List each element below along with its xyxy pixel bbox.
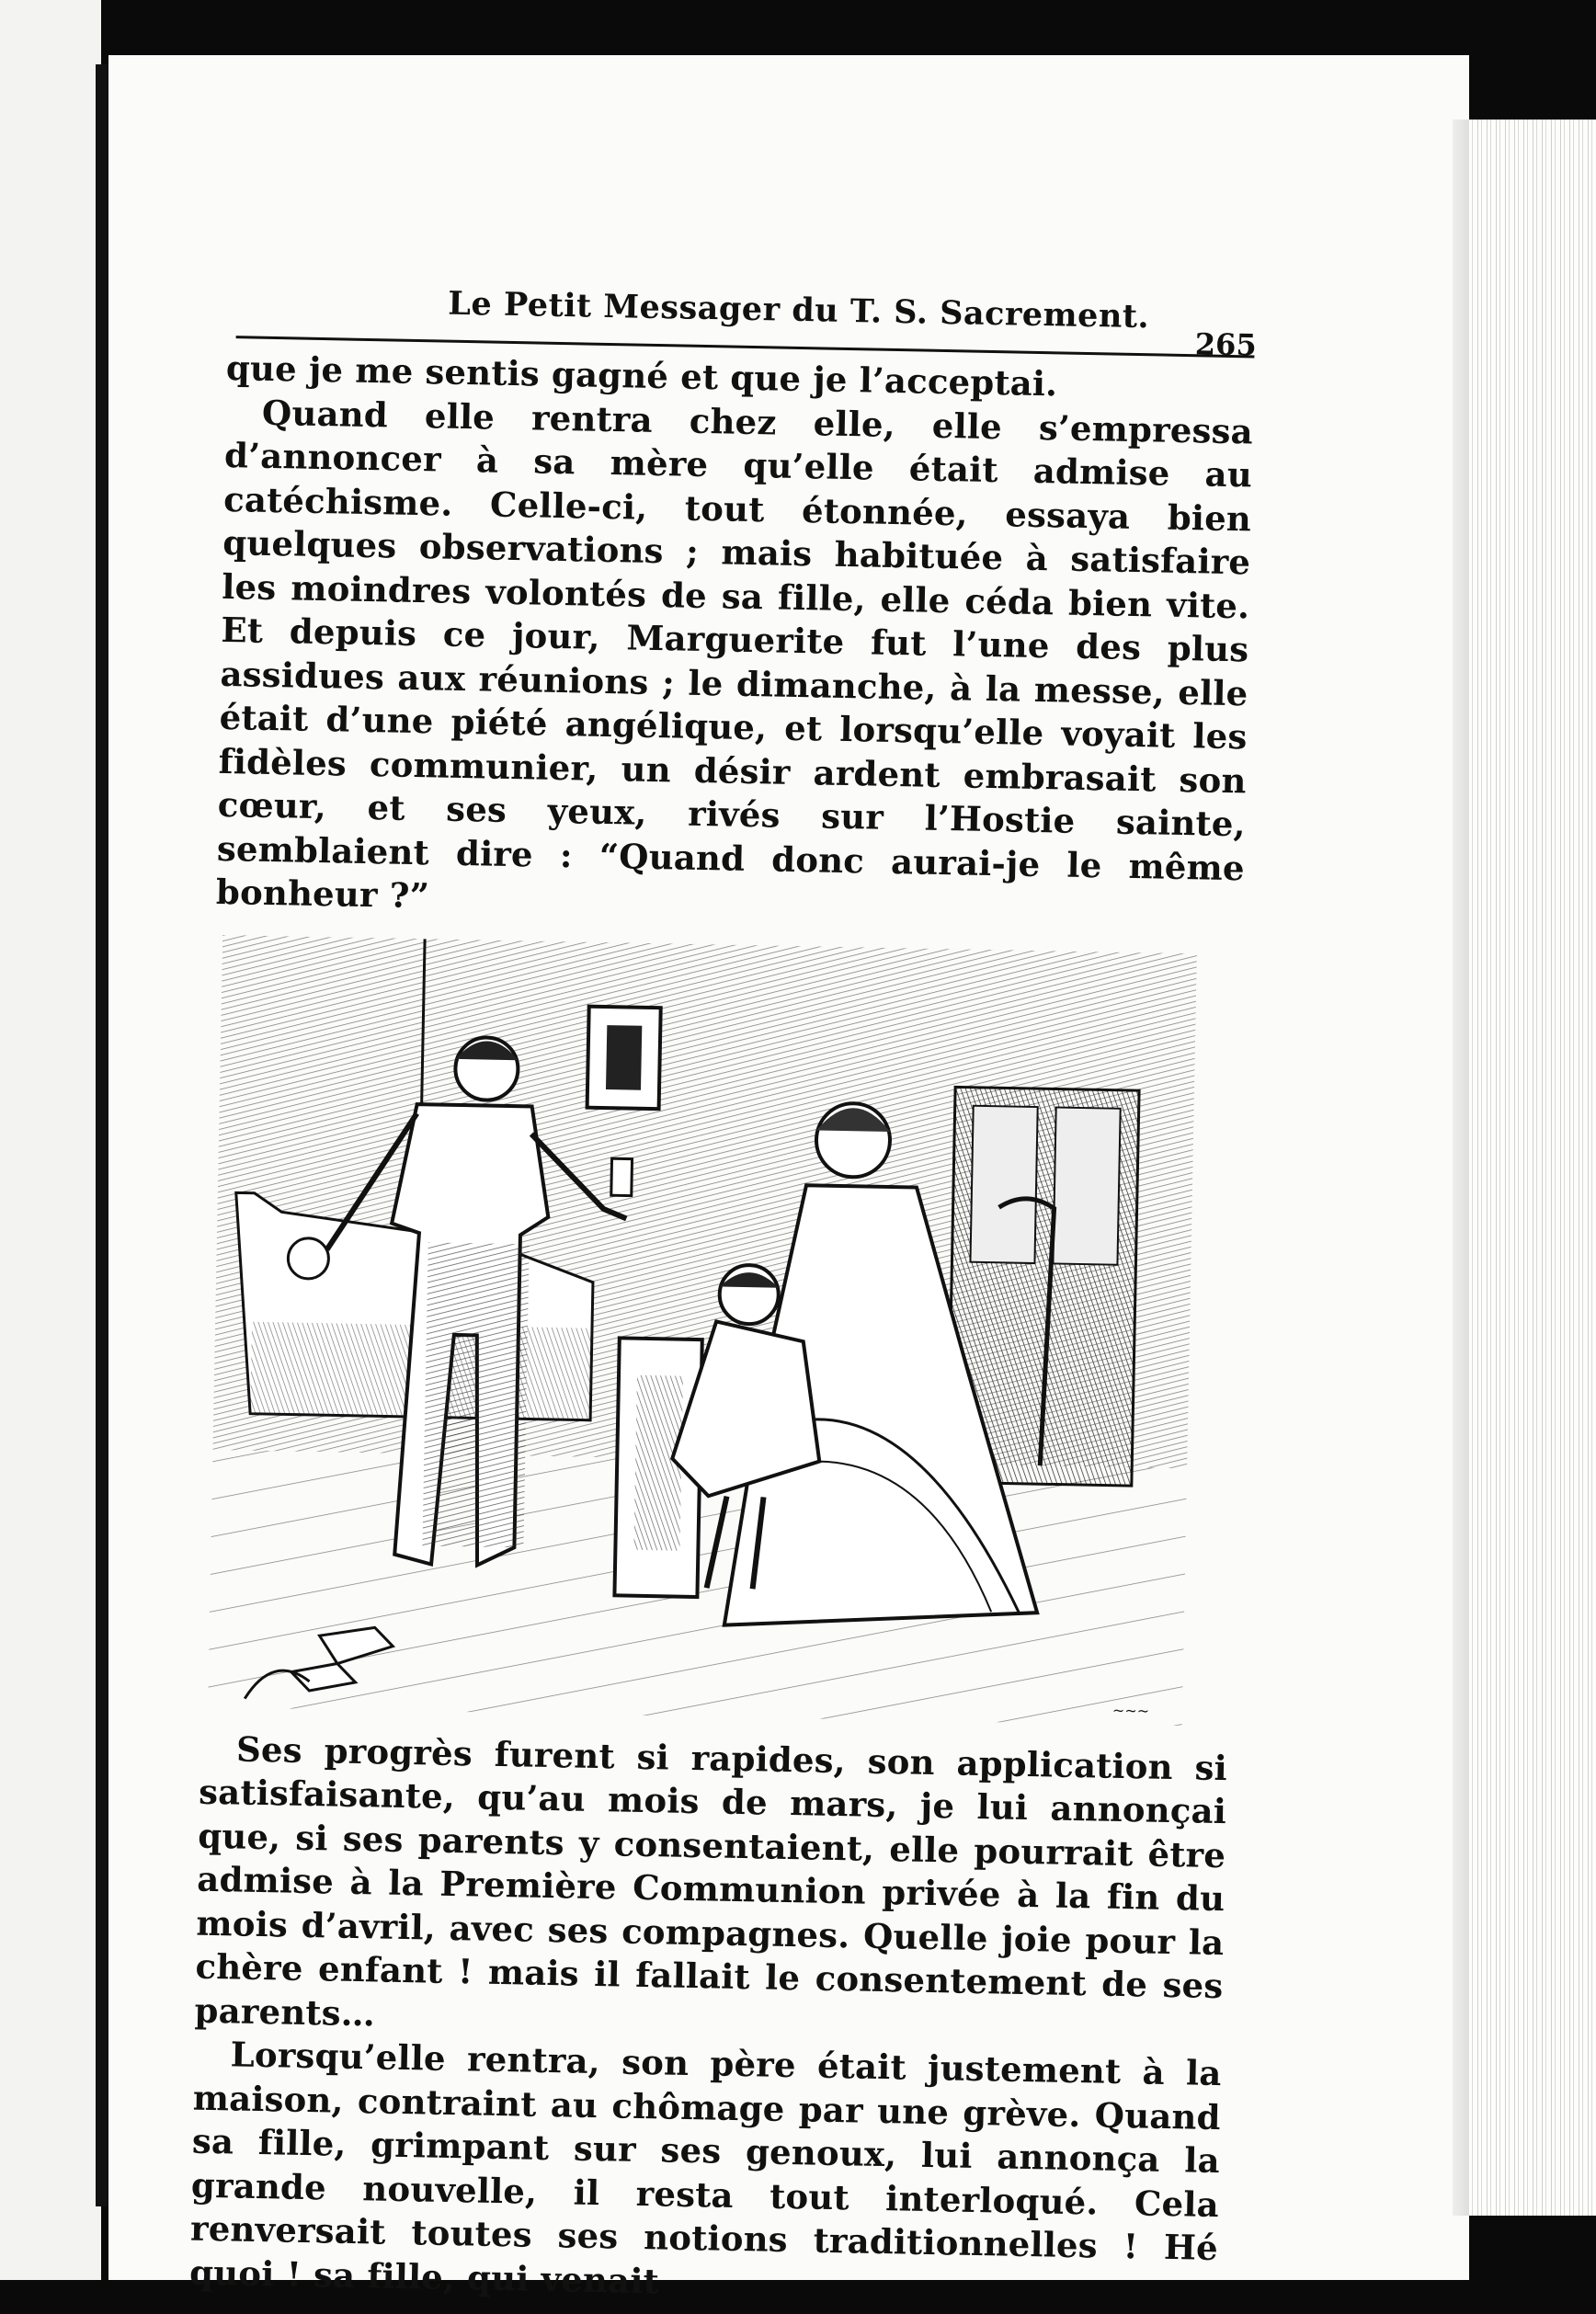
illustration-engraving xyxy=(208,935,1197,1726)
running-title: Le Petit Messager du T. S. Sacrement. xyxy=(447,284,1150,336)
left-page-edge xyxy=(0,0,101,2280)
book-binding xyxy=(96,64,108,2206)
page-stack-edges xyxy=(1469,120,1596,2216)
illustration xyxy=(208,935,1197,1726)
paragraph-father: Lorsqu’elle rentra, son père était justement à la maison, contraint au chômage par une grève. Quand sa fille, grimpant sur ses genoux, lui annonça la grande nouvelle, il resta tout interloqué. Cela renversait toutes ses notions traditionnelles ! Hé quoi ! sa fille, qui venait xyxy=(188,2034,1222,2301)
page-number: 265 xyxy=(1194,326,1258,363)
paragraph-continuation: que je me sentis gagné et que je l’acceptai. xyxy=(225,347,1058,405)
artist-signature: ~~~ xyxy=(1112,1701,1150,1720)
page-stack-shadow xyxy=(1453,120,1471,2216)
paragraph-progress: Ses progrès furent si rapides, son application si satisfaisante, qu’au mois de mars, je lui annonçai que, si ses parents y consentaient, elle pourrait être admise à la Première Communion privée à la fin du mois d’avril, avec ses compagnes. Quelle joie pour la chère enfant ! mais il fallait le consentement de ses parents… xyxy=(194,1727,1228,2034)
paragraph-catechism: Quand elle rentra chez elle, elle s’empressa d’annoncer à sa mère qu’elle était admise au catéchisme. Celle-ci, tout étonnée, essaya bien quelques observations ; mais habituée à satisfaire les moindres volontés de sa fille, elle céda bien vite. Et depuis ce jour, Marguerite fut l’une des plus assidues aux réunions ; le dimanche, à la messe, elle était d’une piété angélique, et lorsqu’elle voyait les fidèles communier, un désir ardent embrasait son cœur, et ses yeux, rivés sur l’Hostie sainte, semblaient dire : “Quand donc aurai-je le même bonheur ?” xyxy=(215,392,1254,917)
page-content xyxy=(189,271,1256,2314)
